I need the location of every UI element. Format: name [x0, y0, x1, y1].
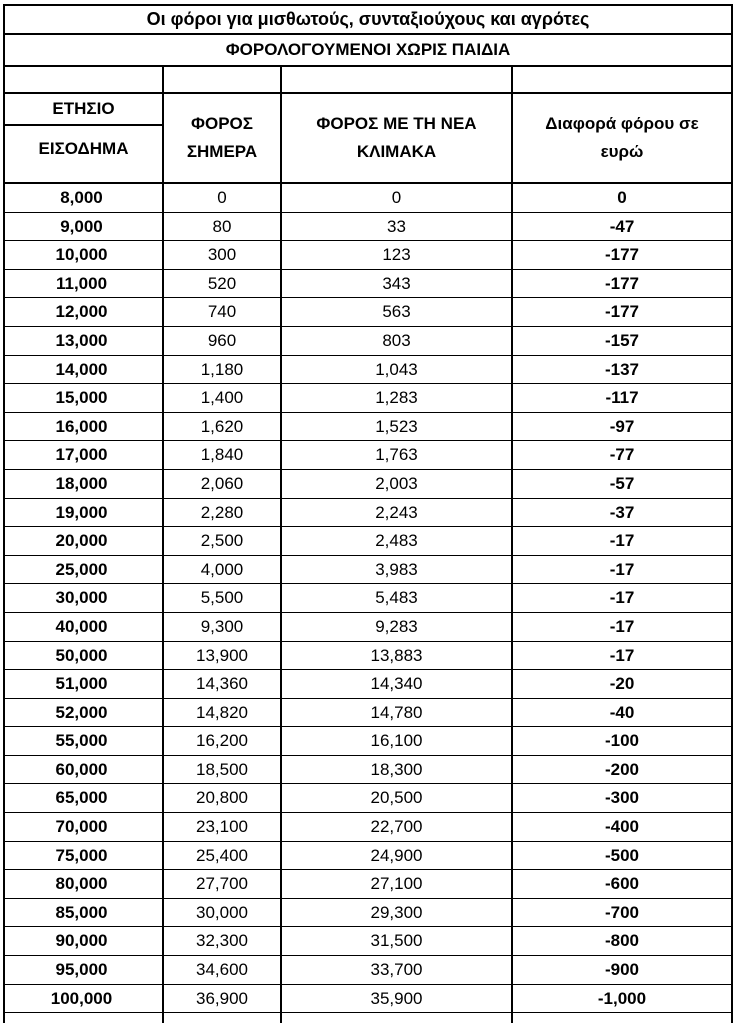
table-row [5, 527, 731, 556]
tax-new-cell: 0 [282, 184, 513, 213]
diff-cell: -177 [513, 298, 731, 327]
income-cell: 40,000 [5, 613, 164, 642]
income-cell: 9,000 [5, 213, 164, 242]
tax-now-cell: 32,300 [164, 927, 282, 956]
table-row [5, 384, 731, 413]
income-cell: 17,000 [5, 441, 164, 470]
diff-cell: -17 [513, 642, 731, 671]
tax-new-cell: 563 [282, 298, 513, 327]
header-income [5, 94, 164, 184]
tax-new-cell: 2,243 [282, 499, 513, 528]
income-cell: 52,000 [5, 699, 164, 728]
diff-cell: -17 [513, 584, 731, 613]
tax-now-cell: 80 [164, 213, 282, 242]
spacer-cell [5, 67, 164, 94]
table-row [5, 441, 731, 470]
header-tax-now [164, 94, 282, 184]
tax-now-cell: 1,180 [164, 356, 282, 385]
spacer-cell [164, 67, 282, 94]
income-cell: 25,000 [5, 556, 164, 585]
tax-now-cell: 2,500 [164, 527, 282, 556]
table-row [5, 813, 731, 842]
table-row [5, 270, 731, 299]
diff-cell: -800 [513, 927, 731, 956]
tax-now-cell: 520 [164, 270, 282, 299]
table-row [5, 956, 731, 985]
table-title: Οι φόροι για μισθωτούς, συνταξιούχους και αγρότες [5, 6, 731, 35]
tax-new-cell: 20,500 [282, 784, 513, 813]
income-cell: 51,000 [5, 670, 164, 699]
table-row [5, 327, 731, 356]
diff-cell: -200 [513, 756, 731, 785]
header-tax-new-line2: ΚΛΙΜΑΚΑ [356, 142, 437, 161]
header-row [5, 94, 731, 184]
tax-now-cell: 23,100 [164, 813, 282, 842]
tax-now-cell: 18,500 [164, 756, 282, 785]
header-income-line1: ΕΤΗΣΙΟ [5, 94, 162, 126]
tax-new-cell: 22,700 [282, 813, 513, 842]
tax-now-cell: 960 [164, 327, 282, 356]
diff-cell: -600 [513, 870, 731, 899]
income-cell: 12,000 [5, 298, 164, 327]
tax-now-cell: 5,500 [164, 584, 282, 613]
diff-cell: -300 [513, 784, 731, 813]
tax-now-cell: 36,900 [164, 985, 282, 1014]
diff-cell: -77 [513, 441, 731, 470]
header-income-line2: ΕΙΣΟΔΗΜΑ [38, 139, 129, 158]
tax-new-cell: 3,983 [282, 556, 513, 585]
table-row [5, 899, 731, 928]
income-cell: 14,000 [5, 356, 164, 385]
table-row [5, 842, 731, 871]
tax-now-cell: 14,360 [164, 670, 282, 699]
tax-new-cell: 14,340 [282, 670, 513, 699]
tax-table [3, 4, 733, 1023]
table-row [5, 985, 731, 1014]
tax-now-cell: 20,800 [164, 784, 282, 813]
diff-cell: -17 [513, 613, 731, 642]
header-tax-new-line1: ΦΟΡΟΣ ΜΕ ΤΗ ΝΕΑ [316, 114, 477, 133]
diff-cell: -100 [513, 727, 731, 756]
tax-new-cell: 343 [282, 270, 513, 299]
header-diff-line1: Διαφορά φόρου σε [545, 114, 699, 133]
tax-new-cell: 27,100 [282, 870, 513, 899]
tax-now-cell: 30,000 [164, 899, 282, 928]
header-diff-line2: ευρώ [600, 142, 644, 161]
spacer-cell [513, 67, 731, 94]
tax-new-cell: 2,483 [282, 527, 513, 556]
income-cell: 13,000 [5, 327, 164, 356]
table-row [5, 727, 731, 756]
tax-now-cell: 25,400 [164, 842, 282, 871]
income-cell: 20,000 [5, 527, 164, 556]
diff-cell: -20 [513, 670, 731, 699]
tax-now-cell: 2,060 [164, 470, 282, 499]
tax-new-cell: 2,003 [282, 470, 513, 499]
income-cell: 50,000 [5, 642, 164, 671]
table-row [5, 356, 731, 385]
tax-new-cell: 33 [282, 213, 513, 242]
spacer-cell [282, 67, 513, 94]
spacer-row [5, 67, 731, 94]
diff-cell: -177 [513, 270, 731, 299]
header-tax-new [282, 94, 513, 184]
table-row [5, 642, 731, 671]
income-cell: 70,000 [5, 813, 164, 842]
tax-now-cell: 27,700 [164, 870, 282, 899]
income-cell: 19,000 [5, 499, 164, 528]
tax-new-cell: 803 [282, 327, 513, 356]
income-cell: 8,000 [5, 184, 164, 213]
diff-cell: -157 [513, 327, 731, 356]
tax-now-cell: 740 [164, 298, 282, 327]
income-cell: 55,000 [5, 727, 164, 756]
table-subtitle: ΦΟΡΟΛΟΓΟΥΜΕΝΟΙ ΧΩΡΙΣ ΠΑΙΔΙΑ [5, 35, 731, 67]
table-row [5, 584, 731, 613]
tax-now-cell: 1,620 [164, 413, 282, 442]
diff-cell: -500 [513, 842, 731, 871]
tax-new-cell: 1,043 [282, 356, 513, 385]
tax-new-cell: 24,900 [282, 842, 513, 871]
diff-cell: -40 [513, 699, 731, 728]
table-row [5, 213, 731, 242]
tax-now-cell: 1,400 [164, 384, 282, 413]
income-cell: 80,000 [5, 870, 164, 899]
income-cell: 65,000 [5, 784, 164, 813]
table-row [5, 756, 731, 785]
table-row [5, 241, 731, 270]
tax-now-cell: 0 [164, 184, 282, 213]
header-diff [513, 94, 731, 184]
diff-cell: -400 [513, 813, 731, 842]
table-row [5, 870, 731, 899]
income-cell: 10,000 [5, 241, 164, 270]
diff-cell: -17 [513, 527, 731, 556]
tax-new-cell: 29,300 [282, 899, 513, 928]
table-row [5, 470, 731, 499]
diff-cell: -117 [513, 384, 731, 413]
income-cell: 75,000 [5, 842, 164, 871]
tax-now-cell: 2,280 [164, 499, 282, 528]
income-cell: 90,000 [5, 927, 164, 956]
tax-new-cell: 1,523 [282, 413, 513, 442]
income-cell: 30,000 [5, 584, 164, 613]
tax-new-cell: 35,900 [282, 985, 513, 1014]
tax-new-cell: 16,100 [282, 727, 513, 756]
income-cell: 15,000 [5, 384, 164, 413]
tax-now-cell: 300 [164, 241, 282, 270]
diff-cell: -47 [513, 213, 731, 242]
income-cell: 11,000 [5, 270, 164, 299]
income-cell: 100,000 [5, 985, 164, 1014]
header-tax-now-line1: ΦΟΡΟΣ [191, 114, 253, 133]
tax-new-cell: 13,883 [282, 642, 513, 671]
tax-now-cell: 1,840 [164, 441, 282, 470]
income-cell: 60,000 [5, 756, 164, 785]
diff-cell: -97 [513, 413, 731, 442]
income-cell: 95,000 [5, 956, 164, 985]
diff-cell: -700 [513, 899, 731, 928]
tax-new-cell: 1,763 [282, 441, 513, 470]
diff-cell: -900 [513, 956, 731, 985]
tax-now-cell: 16,200 [164, 727, 282, 756]
tax-new-cell: 33,700 [282, 956, 513, 985]
diff-cell: -17 [513, 556, 731, 585]
tax-now-cell: 14,820 [164, 699, 282, 728]
diff-cell: -57 [513, 470, 731, 499]
table-row [5, 927, 731, 956]
tax-new-cell: 9,283 [282, 613, 513, 642]
tax-now-cell: 9,300 [164, 613, 282, 642]
diff-cell: -177 [513, 241, 731, 270]
table-row [5, 613, 731, 642]
table-row [5, 499, 731, 528]
diff-cell: -1,000 [513, 985, 731, 1014]
tax-new-cell: 123 [282, 241, 513, 270]
header-tax-now-line2: ΣΗΜΕΡΑ [186, 142, 258, 161]
income-cell: 85,000 [5, 899, 164, 928]
tax-new-cell: 1,283 [282, 384, 513, 413]
diff-cell: -37 [513, 499, 731, 528]
table-row [5, 413, 731, 442]
table-body [5, 184, 731, 1013]
tax-now-cell: 13,900 [164, 642, 282, 671]
tax-now-cell: 34,600 [164, 956, 282, 985]
tax-now-cell: 4,000 [164, 556, 282, 585]
table-row [5, 556, 731, 585]
table-row [5, 670, 731, 699]
tax-new-cell: 5,483 [282, 584, 513, 613]
table-row [5, 699, 731, 728]
income-cell: 16,000 [5, 413, 164, 442]
tax-new-cell: 14,780 [282, 699, 513, 728]
table-row [5, 184, 731, 213]
table-row [5, 784, 731, 813]
diff-cell: 0 [513, 184, 731, 213]
tax-new-cell: 18,300 [282, 756, 513, 785]
table-row [5, 298, 731, 327]
tax-new-cell: 31,500 [282, 927, 513, 956]
diff-cell: -137 [513, 356, 731, 385]
income-cell: 18,000 [5, 470, 164, 499]
